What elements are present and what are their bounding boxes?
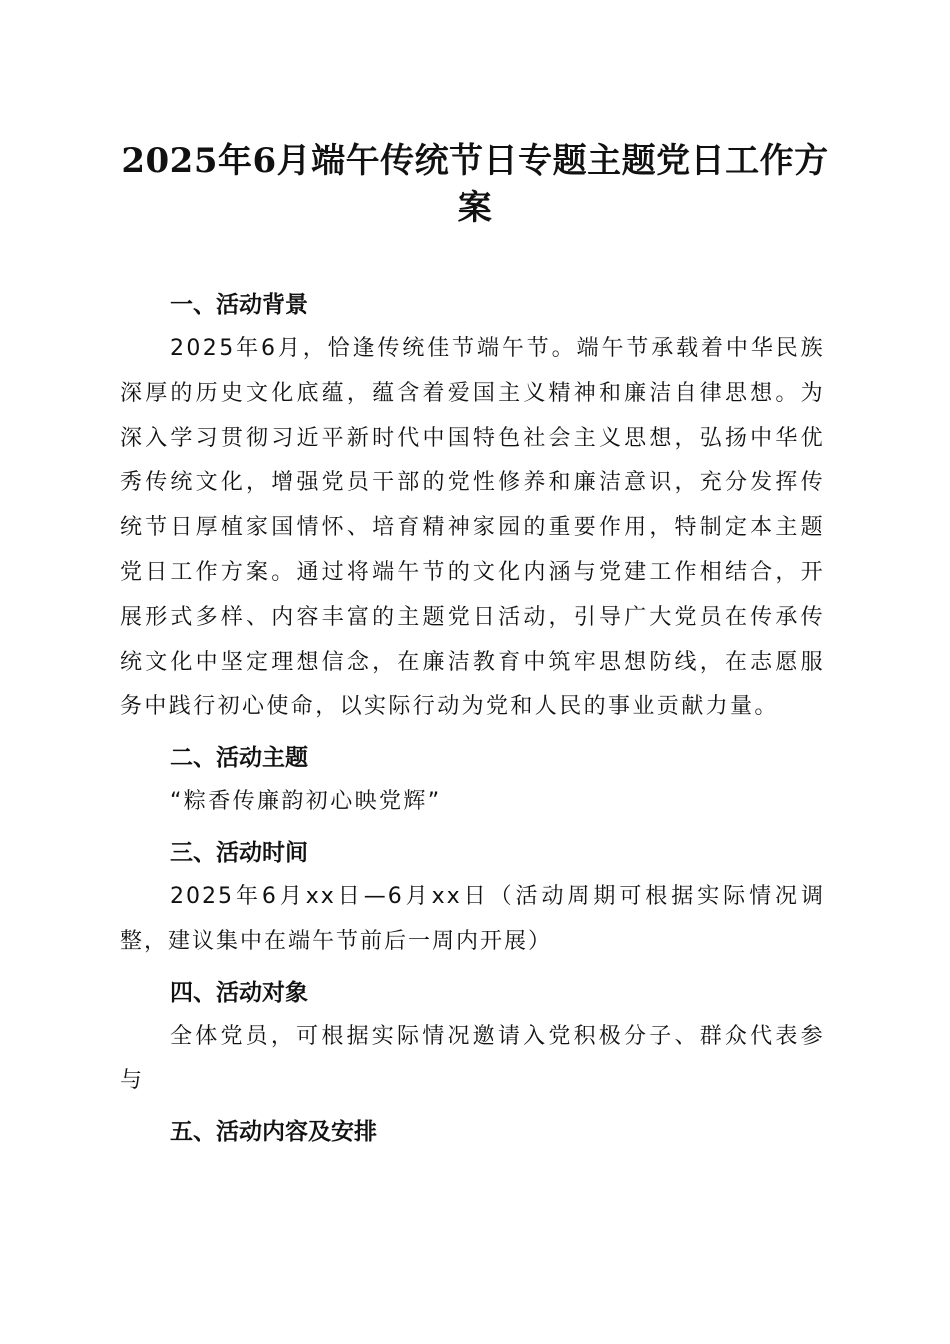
- section-heading-content: 五、活动内容及安排: [170, 1119, 377, 1146]
- section-paragraph-time: 2025年6月xx日—6月xx日（活动周期可根据实际情况调整，建议集中在端午节前后一周内开展）: [120, 883, 825, 954]
- section-paragraph-theme: “粽香传廉韵初心映党辉”: [170, 789, 442, 815]
- section-heading-theme: 二、活动主题: [170, 745, 308, 772]
- section-paragraph-audience: 全体党员，可根据实际情况邀请入党积极分子、群众代表参与: [120, 1023, 825, 1094]
- section-paragraph-background: 2025年6月，恰逢传统佳节端午节。端午节承载着中华民族深厚的历史文化底蕴，蕴含着爱国主义精神和廉洁自律思想。为深入学习贯彻习近平新时代中国特色社会主义思想，弘扬中华优秀传统文化，增强党员干部的党性修养和廉洁意识，充分发挥传统节日厚植家国情怀、培育精神家园的重要作用，特制定本主题党日工作方案。通过将端午节的文化内涵与党建工作相结合，开展形式多样、内容丰富的主题党日活动，引导广大党员在传承传统文化中坚定理想信念，在廉洁教育中筑牢思想防线，在志愿服务中践行初心使命，以实际行动为党和人民的事业贡献力量。: [120, 336, 825, 720]
- document-title: 2025年6月端午传统节日专题主题党日工作方案: [121, 141, 829, 228]
- document-body: [120, 283, 825, 1154]
- section-heading-background: 一、活动背景: [170, 292, 308, 318]
- section-heading-audience: 四、活动对象: [170, 979, 308, 1006]
- section-heading-time: 三、活动时间: [170, 839, 308, 866]
